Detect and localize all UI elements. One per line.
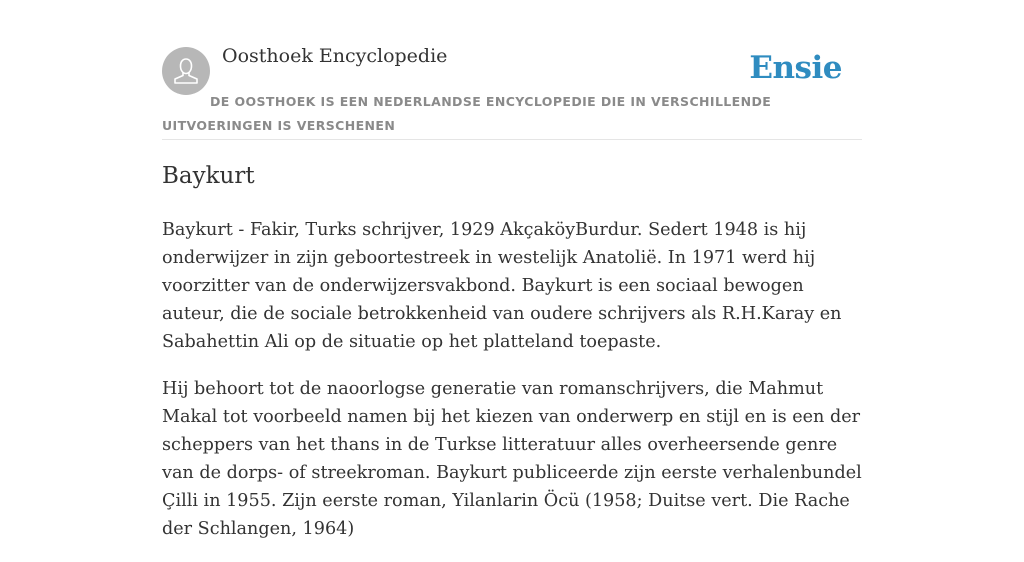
source-title-link[interactable]: Oosthoek Encyclopedie (222, 45, 448, 67)
user-silhouette-icon (162, 47, 210, 95)
content-container (162, 0, 862, 539)
article-body (162, 216, 862, 562)
ensie-logo-link[interactable]: Ensie (749, 50, 842, 86)
article-title: Baykurt (162, 163, 255, 189)
source-avatar[interactable] (162, 47, 210, 95)
source-description: DE OOSTHOEK IS EEN NEDERLANDSE ENCYCLOPEDIE DIE IN VERSCHILLENDE UITVOERINGEN IS VERSCHENEN (162, 94, 772, 133)
source-header (162, 0, 862, 140)
article-paragraph: Baykurt - Fakir, Turks schrijver, 1929 AkçaköyBurdur. Sedert 1948 is hij onderwijzer in zijn geboortestreek in westelijk Anatolië. In 1971 werd hij voorzitter van de onderwijzersvakbond. Baykurt is een sociaal bewogen auteur, die de sociale betrokkenheid van oudere schrijvers als R.H.Karay en Sabahettin Ali op de situatie op het platteland toepaste. (162, 220, 842, 352)
article-paragraph: Hij behoort tot de naoorlogse generatie van romanschrijvers, die Mahmut Makal tot voorbeeld namen bij het kiezen van onderwerp en stijl en is een der scheppers van het thans in de Turkse litteratuur alles overheersende genre van de dorps- of streekroman. Baykurt publiceerde zijn eerste verhalenbundel Çilli in 1955. Zijn eerste roman, Yilanlarin Öcü (1958; Duitse vert. Die Rache der Schlangen, 1964) (162, 379, 862, 539)
